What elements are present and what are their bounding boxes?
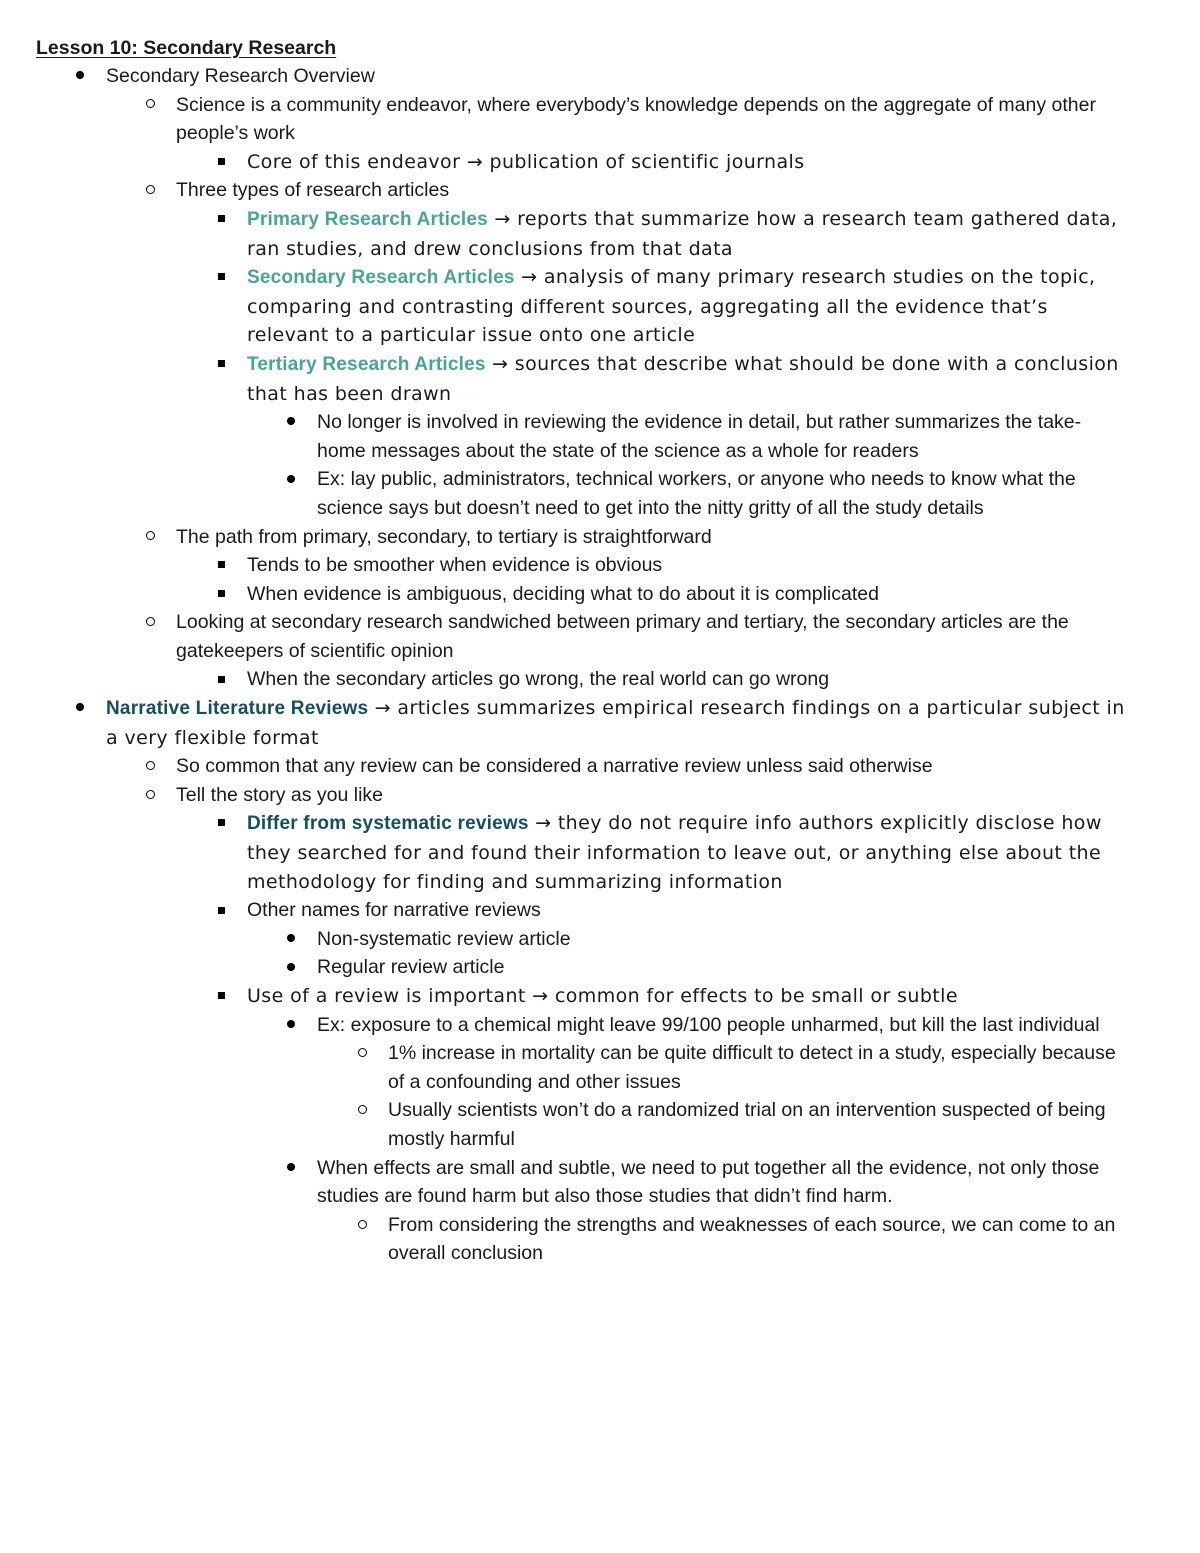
- item-text: → reports that summarize how a research team gathered data, ran studies, and drew conclusions from that data: [247, 207, 1118, 260]
- square-bullet-icon: [211, 665, 231, 694]
- item-text: Usually scientists won’t do a randomized trial on an intervention suspected of being mostly harmful: [388, 1099, 1106, 1150]
- notes-outline: [36, 62, 1126, 1268]
- square-bullet-icon: [211, 809, 231, 838]
- circle-bullet-icon: [352, 1096, 372, 1125]
- item-text: → sources that describe what should be done with a conclusion that has been drawn: [247, 352, 1119, 405]
- item-text: Core of this endeavor → publication of scientific journals: [247, 150, 805, 173]
- disc-bullet-icon: [281, 953, 301, 982]
- outline-item: [106, 62, 1126, 91]
- item-text: When effects are small and subtle, we need to put together all the evidence, not only those studies are found harm but also those studies that didn’t find harm.: [317, 1156, 1100, 1208]
- circle-bullet-icon: [140, 781, 160, 810]
- square-bullet-icon: [211, 350, 231, 379]
- circle-bullet-icon: [352, 1211, 372, 1240]
- item-text: Looking at secondary research sandwiched between primary and tertiary, the secondary articles are the gatekeepers of scientific opinion: [176, 611, 1069, 662]
- outline-item: [247, 896, 1126, 925]
- document-page: [36, 35, 1126, 1268]
- circle-bullet-icon: [352, 1039, 372, 1068]
- outline-item: [176, 608, 1126, 665]
- outline-item: [247, 350, 1126, 408]
- disc-bullet-icon: [281, 1154, 301, 1183]
- item-text: Non-systematic review article: [317, 927, 571, 950]
- outline-item: [388, 1211, 1126, 1268]
- circle-bullet-icon: [140, 176, 160, 205]
- circle-bullet-icon: [140, 91, 160, 120]
- square-bullet-icon: [211, 896, 231, 925]
- disc-bullet-icon: [281, 408, 301, 437]
- item-text: Ex: lay public, administrators, technical workers, or anyone who needs to know what the science says but doesn’t need to get into the nitty gritty of all the study details: [317, 468, 1076, 519]
- square-bullet-icon: [211, 205, 231, 234]
- item-text: No longer is involved in reviewing the evidence in detail, but rather summarizes the take-home messages about the state of the science as a whole for readers: [317, 411, 1082, 462]
- outline-item: [317, 1154, 1126, 1211]
- outline-item: [317, 465, 1126, 522]
- outline-item: [247, 809, 1126, 896]
- outline-item: [176, 523, 1126, 552]
- outline-item: [317, 408, 1126, 465]
- item-text: → they do not require info authors explicitly disclose how they searched for and found their information to leave out, or anything else about the methodology for finding and summarizing information: [247, 812, 1102, 893]
- circle-bullet-icon: [140, 752, 160, 781]
- item-text: Secondary Research Overview: [106, 65, 375, 87]
- item-text: → analysis of many primary research studies on the topic, comparing and contrasting different sources, aggregating all the evidence that’s relevant to a particular issue onto one article: [247, 266, 1096, 347]
- item-text: When the secondary articles go wrong, the real world can go wrong: [247, 668, 830, 691]
- item-text: Other names for narrative reviews: [247, 899, 541, 922]
- disc-bullet-icon: [70, 62, 90, 91]
- item-text: Use of a review is important → common for effects to be small or subtle: [247, 985, 958, 1007]
- key-term: Narrative Literature Reviews: [106, 698, 369, 720]
- page-title: Lesson 10: Secondary Research: [36, 37, 337, 59]
- item-text: So common that any review can be considered a narrative review unless said otherwise: [176, 755, 933, 778]
- square-bullet-icon: [211, 551, 231, 580]
- square-bullet-icon: [211, 982, 231, 1011]
- square-bullet-icon: [211, 263, 231, 292]
- outline-item: [176, 176, 1126, 205]
- item-text: Tell the story as you like: [176, 783, 384, 806]
- disc-bullet-icon: [70, 694, 90, 723]
- outline-item: [388, 1096, 1126, 1153]
- outline-item: [247, 551, 1126, 580]
- item-text: Three types of research articles: [176, 179, 450, 202]
- outline-item: [317, 953, 1126, 982]
- key-term: Differ from systematic reviews: [247, 813, 529, 835]
- outline-item: [247, 982, 1126, 1011]
- outline-item: [317, 1011, 1126, 1040]
- item-text: Tends to be smoother when evidence is obvious: [247, 554, 663, 577]
- outline-item: [176, 752, 1126, 781]
- outline-item: [317, 925, 1126, 954]
- outline-item: [247, 580, 1126, 609]
- outline-item: [247, 148, 1126, 177]
- outline-item: [388, 1039, 1126, 1096]
- circle-bullet-icon: [140, 523, 160, 552]
- square-bullet-icon: [211, 580, 231, 609]
- disc-bullet-icon: [281, 465, 301, 494]
- outline-item: [247, 263, 1126, 350]
- outline-item: [106, 694, 1126, 752]
- disc-bullet-icon: [281, 925, 301, 954]
- circle-bullet-icon: [140, 608, 160, 637]
- item-text: From considering the strengths and weaknesses of each source, we can come to an overall conclusion: [388, 1213, 1116, 1265]
- outline-item: [247, 205, 1126, 263]
- disc-bullet-icon: [281, 1011, 301, 1040]
- item-text: → articles summarizes empirical research findings on a particular subject in a very flexible format: [106, 697, 1125, 749]
- square-bullet-icon: [211, 148, 231, 177]
- item-text: The path from primary, secondary, to tertiary is straightforward: [176, 525, 712, 548]
- item-text: Regular review article: [317, 956, 505, 979]
- item-text: Ex: exposure to a chemical might leave 99/100 people unharmed, but kill the last individual: [317, 1013, 1100, 1036]
- item-text: 1% increase in mortality can be quite difficult to detect in a study, especially because of a confounding and other issues: [388, 1042, 1116, 1093]
- key-term: Secondary Research Articles: [247, 267, 515, 289]
- outline-item: [176, 91, 1126, 148]
- outline-item: [176, 781, 1126, 810]
- key-term: Tertiary Research Articles: [247, 353, 486, 375]
- key-term: Primary Research Articles: [247, 208, 488, 230]
- item-text: Science is a community endeavor, where everybody’s knowledge depends on the aggregate of many other people’s work: [176, 93, 1096, 145]
- outline-item: [247, 665, 1126, 694]
- item-text: When evidence is ambiguous, deciding what to do about it is complicated: [247, 582, 879, 605]
